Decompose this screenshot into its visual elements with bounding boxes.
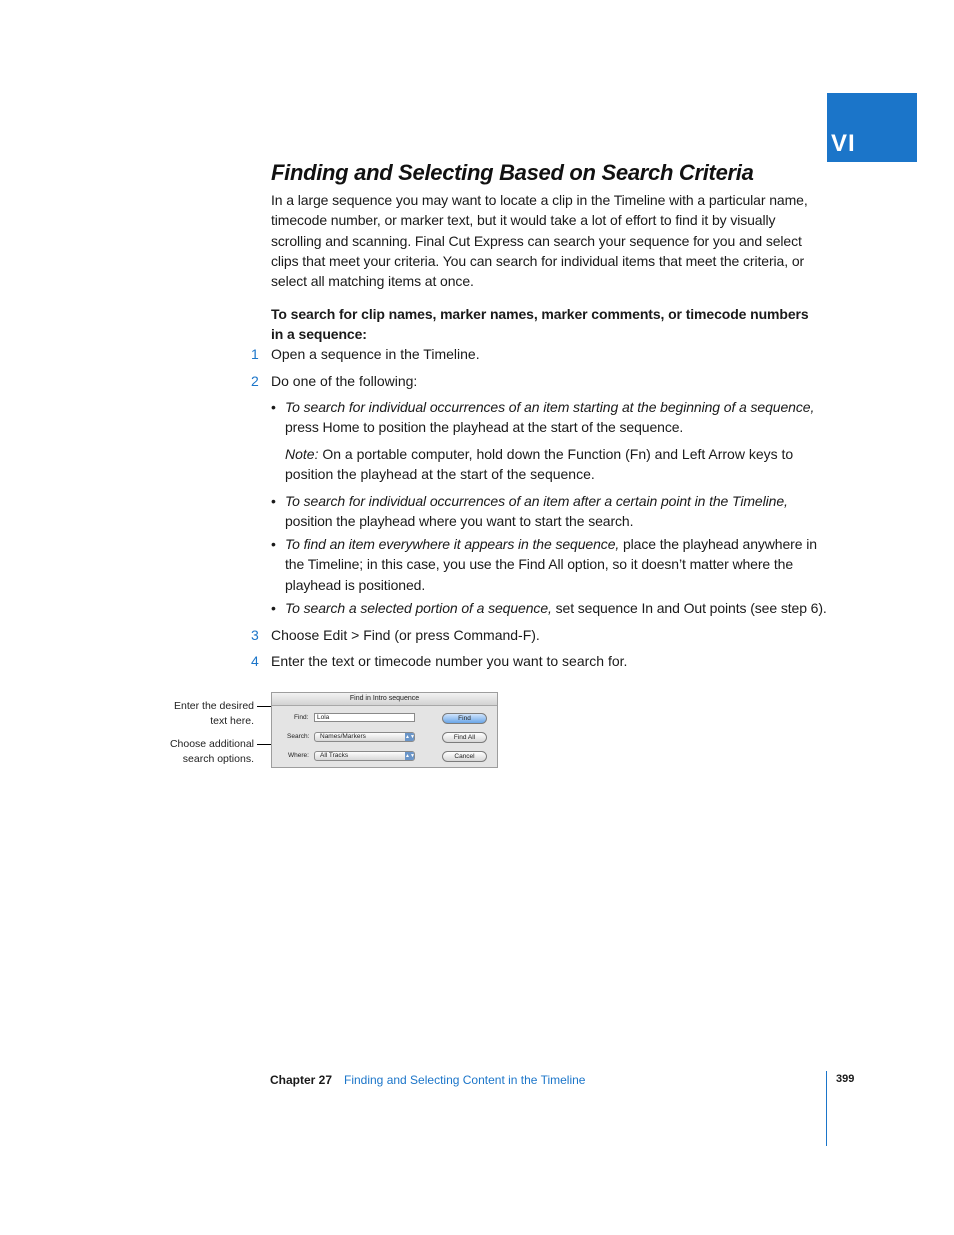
callout-options-text [150,737,254,767]
callout-line: search options. [182,753,254,765]
popup-arrows-icon: ▲▼ [405,734,415,740]
step-text: Choose Edit > Find (or press Command-F). [271,627,540,643]
task-title: To search for clip names, marker names, marker comments, or timecode numbers in a sequence: [271,306,809,343]
footer-chapter-title: Finding and Selecting Content in the Timeline [344,1073,586,1087]
bullet-lead: To search for individual occurrences of an item starting at the beginning of a sequence, [285,399,815,415]
search-popup-value: Names/Markers [320,733,366,740]
bullet-marker: • [271,399,276,415]
find-button[interactable]: Find [442,713,487,724]
find-dialog [271,692,498,768]
bullet-rest: place the playhead anywhere in the Timeline; in this case, you use the Find All option, so it doesn’t matter where the playhead is positioned. [285,536,817,593]
find-field[interactable]: Lola [314,713,415,722]
bullet-item [285,397,830,438]
bullet-lead: To find an item everywhere it appears in the sequence, [285,536,620,552]
note-body: On a portable computer, hold down the Function (Fn) and Left Arrow keys to position the playhead at the start of the sequence. [285,446,794,483]
where-label: Where: [288,752,309,759]
step-text: Do one of the following: [271,373,418,389]
search-popup[interactable] [314,732,415,742]
note [285,444,825,485]
bullet-rest: press Home to position the playhead at the start of the sequence. [285,419,684,436]
callout-enter-text [150,699,254,729]
section-heading: Finding and Selecting Based on Search Criteria [271,160,754,185]
callout-line: Choose additional [169,738,254,750]
note-label: Note: [285,446,319,462]
step-text: Enter the text or timecode number you want to search for. [271,653,628,669]
page-number: 399 [836,1073,855,1085]
find-label: Find: [294,714,309,721]
where-popup[interactable] [314,751,415,761]
bullet-item [285,491,830,532]
bullet-item [285,534,830,595]
search-label: Search: [287,733,310,740]
find-all-button[interactable]: Find All [442,732,487,743]
bullet-rest: position the playhead where you want to start the search. [285,513,634,530]
step-number: 3 [251,627,259,643]
step-number: 4 [251,653,259,669]
callout-line: text here. [210,715,254,727]
dialog-title: Find in Intro sequence [272,693,497,706]
footer-divider [826,1071,827,1146]
part-tab-label: VI [831,130,856,157]
footer-chapter: Chapter 27 [270,1073,333,1087]
part-tab [827,93,917,162]
popup-arrows-icon: ▲▼ [405,753,415,759]
where-popup-value: All Tracks [320,752,349,759]
bullet-lead: To search for individual occurrences of an item after a certain point in the Timeline, [285,493,788,509]
bullet-marker: • [271,600,276,616]
intro-paragraph: In a large sequence you may want to locate a clip in the Timeline with a particular name, timecode number, or marker text, but it would take a lot of effort to find it by visually scrolling and scanning. Final Cut Express can search your sequence for you and select clips that meet your criteria. You can search for individual items that meet the criteria, or select all matching items at once. [271,192,808,290]
step-number: 2 [251,373,259,389]
bullet-lead: To search a selected portion of a sequence, [285,600,552,616]
bullet-marker: • [271,493,276,509]
bullet-rest: set sequence In and Out points (see step 6). [551,600,827,616]
callout-line: Enter the desired [174,700,254,712]
step-text: Open a sequence in the Timeline. [271,346,480,362]
bullet-item [285,598,830,618]
step-number: 1 [251,346,259,362]
bullet-marker: • [271,536,276,552]
cancel-button[interactable]: Cancel [442,751,487,762]
